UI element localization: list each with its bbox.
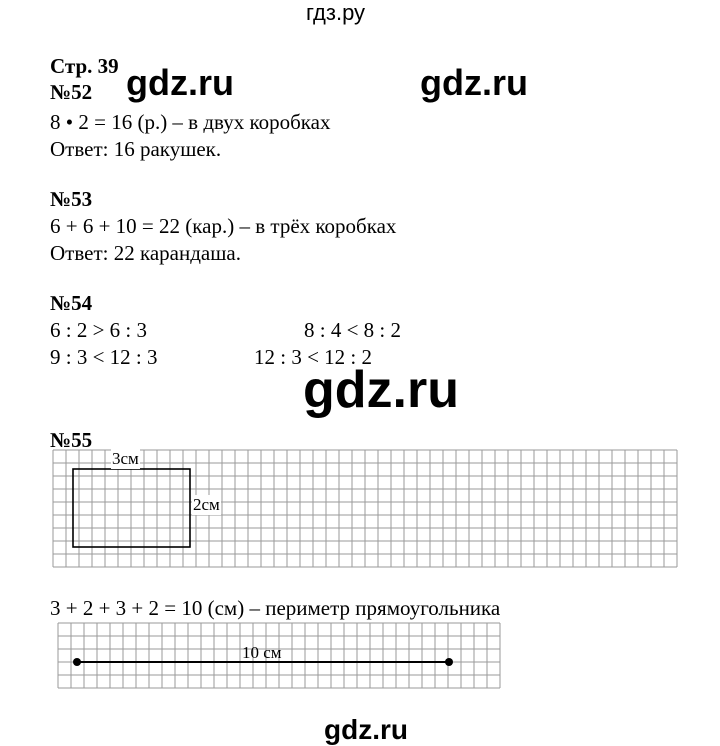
segment-label: 10 см [242, 643, 282, 662]
task-54-number: №54 [50, 291, 93, 315]
watermark: gdz.ru [126, 62, 234, 103]
site-header: гдз.ру [306, 0, 366, 25]
task-54-comparison: 12 : 3 < 12 : 2 [254, 345, 373, 369]
segment-endpoint [445, 658, 453, 666]
task-54-comparison: 9 : 3 < 12 : 3 [50, 345, 158, 369]
watermark: gdz.ru [303, 361, 459, 419]
watermark: gdz.ru [420, 62, 528, 103]
width-label: 3см [112, 449, 139, 468]
page-reference: Стр. 39 [50, 54, 119, 78]
task-54-comparison: 6 : 2 > 6 : 3 [50, 318, 148, 342]
height-label: 2см [193, 495, 220, 514]
task-53-solution: 6 + 6 + 10 = 22 (кар.) – в трёх коробках [50, 214, 397, 238]
task-52-solution: 8 • 2 = 16 (р.) – в двух коробках [50, 110, 331, 134]
task-53-number: №53 [50, 187, 93, 211]
task-52-number: №52 [50, 80, 93, 104]
segment-endpoint [73, 658, 81, 666]
task-54-comparison: 8 : 4 < 8 : 2 [304, 318, 402, 342]
task-53-answer: Ответ: 22 карандаша. [50, 241, 241, 265]
watermark: gdz.ru [324, 714, 408, 745]
task-52-answer: Ответ: 16 ракушек. [50, 137, 222, 161]
perimeter-solution: 3 + 2 + 3 + 2 = 10 (см) – периметр прямоугольника [50, 596, 501, 620]
task-55-number: №55 [50, 428, 93, 452]
